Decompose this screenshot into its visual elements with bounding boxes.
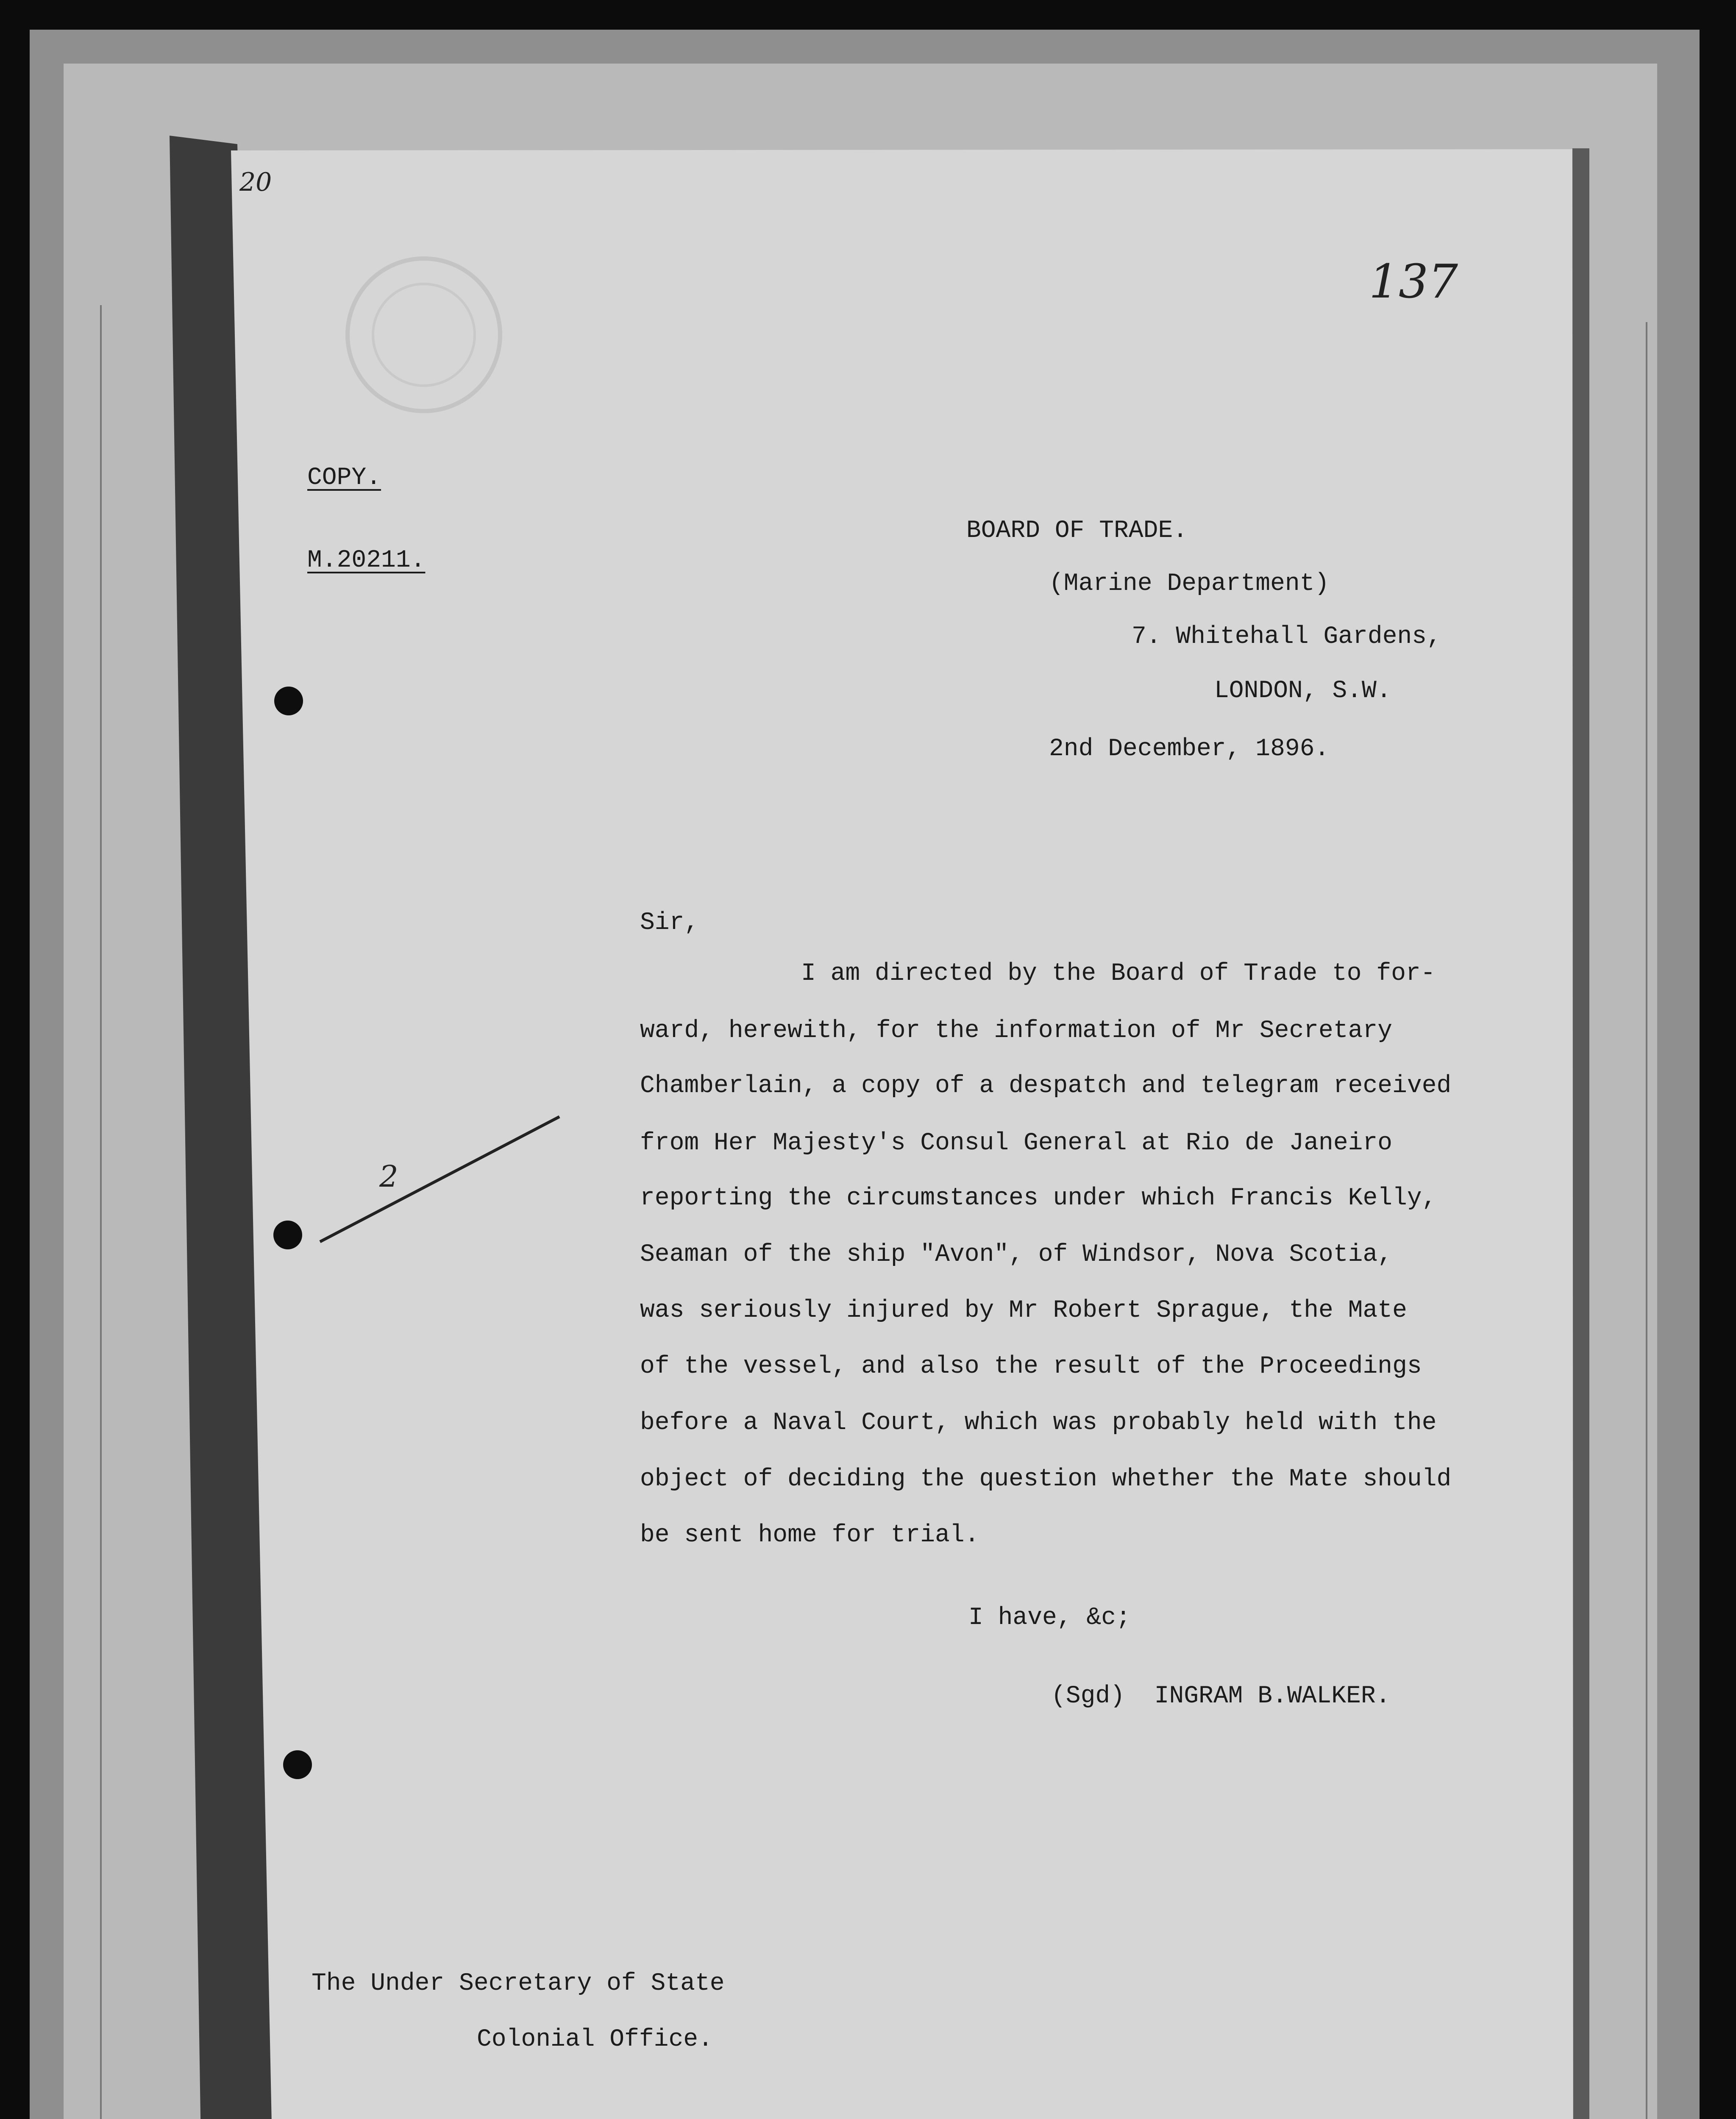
signature: (Sgd) INGRAM B.WALKER. bbox=[1051, 1682, 1391, 1710]
body-line: be sent home for trial. bbox=[640, 1521, 979, 1549]
letterhead-board: BOARD OF TRADE. bbox=[966, 517, 1188, 545]
body-line: of the vessel, and also the result of the Proceedings bbox=[640, 1353, 1422, 1380]
body-line: object of deciding the question whether the Mate should bbox=[640, 1466, 1452, 1493]
corner-pencil-mark: 20 bbox=[239, 167, 272, 197]
body-line: reporting the circumstances under which Francis Kelly, bbox=[640, 1185, 1437, 1212]
punch-hole-bottom bbox=[283, 1750, 312, 1779]
closing: I have, &c; bbox=[968, 1604, 1131, 1632]
addressee-title: The Under Secretary of State bbox=[312, 1970, 725, 1997]
body-line: was seriously injured by Mr Robert Sprague, the Mate bbox=[640, 1297, 1407, 1324]
body-line: I am directed by the Board of Trade to for- bbox=[801, 960, 1436, 987]
body-line: before a Naval Court, which was probably held with the bbox=[640, 1409, 1437, 1437]
letterhead-street: 7. Whitehall Gardens, bbox=[1132, 623, 1441, 651]
letterhead-city: LONDON, S.W. bbox=[1214, 677, 1391, 705]
punch-hole-middle bbox=[273, 1221, 302, 1249]
letter-date: 2nd December, 1896. bbox=[1049, 735, 1330, 763]
folio-number: 137 bbox=[1369, 254, 1458, 309]
letterhead-department: (Marine Department) bbox=[1049, 570, 1330, 598]
salutation: Sir, bbox=[640, 909, 699, 937]
addressee-office: Colonial Office. bbox=[477, 2026, 713, 2053]
body-line: ward, herewith, for the information of Mr Secretary bbox=[640, 1017, 1393, 1045]
body-line: from Her Majesty's Consul General at Rio de Janeiro bbox=[640, 1129, 1393, 1157]
margin-note: 2 bbox=[379, 1159, 398, 1194]
body-line: Seaman of the ship "Avon", of Windsor, Nova Scotia, bbox=[640, 1241, 1393, 1268]
body-line: Chamberlain, a copy of a despatch and telegram received bbox=[640, 1072, 1452, 1100]
reference-number: M.20211. bbox=[307, 547, 426, 574]
punch-hole-top bbox=[274, 687, 303, 715]
copy-label: COPY. bbox=[307, 464, 381, 492]
